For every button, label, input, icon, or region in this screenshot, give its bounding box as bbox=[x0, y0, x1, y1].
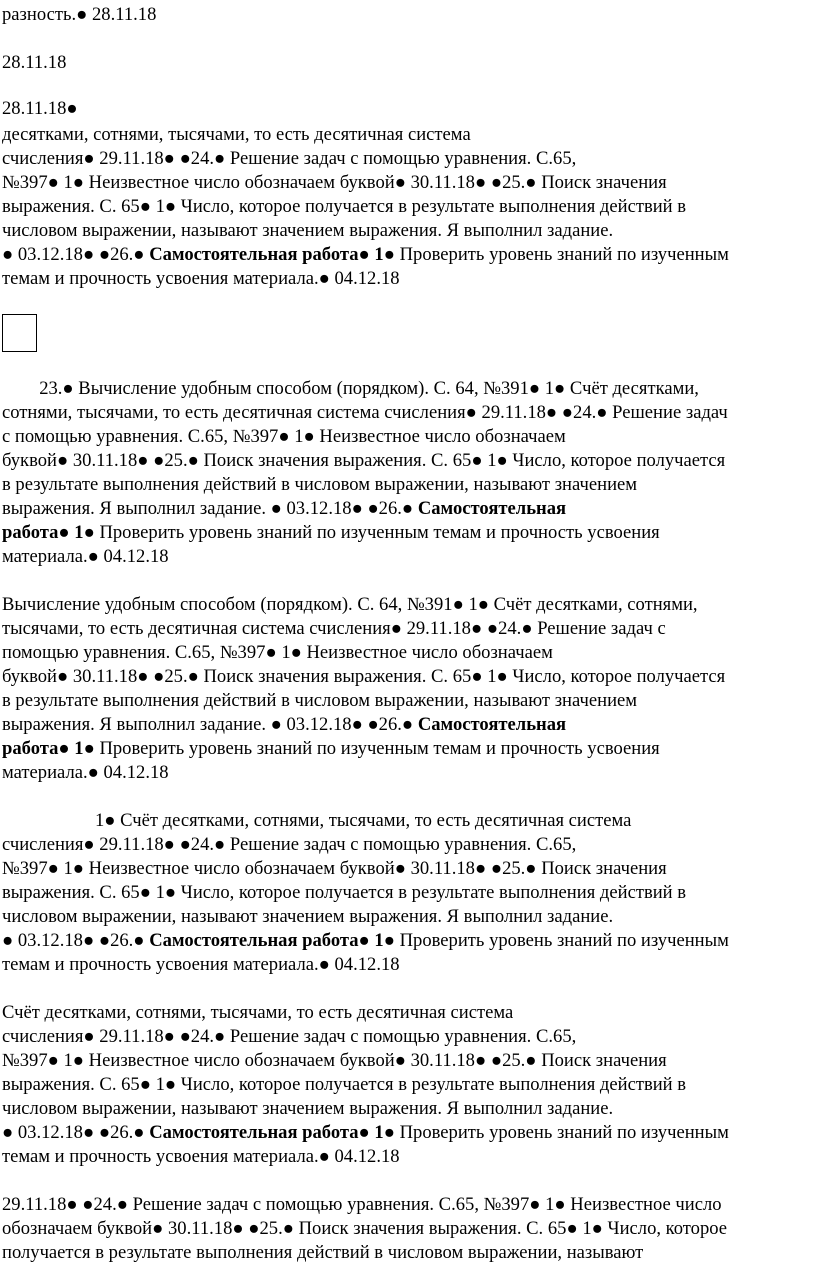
text-line bbox=[2, 1052, 667, 1071]
bold-text-segment: работа● 1● bbox=[2, 522, 95, 543]
text-segment: выражения. С. 65● 1● Число, которое получается в результате выполнения действий в bbox=[2, 196, 687, 217]
text-line bbox=[2, 716, 566, 735]
text-line bbox=[2, 174, 667, 193]
text-line bbox=[2, 1100, 613, 1119]
text-line bbox=[2, 668, 725, 687]
text-segment: №397● 1● Неизвестное число обозначаем буквой● 30.11.18● ●25.● Поиск значения bbox=[2, 1050, 667, 1071]
text-line bbox=[2, 932, 729, 951]
text-line bbox=[2, 126, 471, 145]
text-line bbox=[2, 836, 576, 855]
text-segment: с помощью уравнения. С.65, №397● 1● Неизвестное число обозначаем bbox=[2, 426, 566, 447]
text-line bbox=[2, 956, 400, 975]
bold-text-segment: Самостоятельная bbox=[417, 714, 567, 735]
text-segment: счисления● 29.11.18● ●24.● Решение задач с помощью уравнения. С.65, bbox=[2, 834, 577, 855]
text-line bbox=[2, 222, 613, 241]
text-segment: помощью уравнения. С.65, №397● 1● Неизвестное число обозначаем bbox=[2, 642, 553, 663]
text-line bbox=[2, 476, 637, 495]
text-segment: 28.11.18 bbox=[2, 52, 67, 73]
text-line bbox=[2, 740, 660, 759]
bold-text-segment: Самостоятельная bbox=[417, 498, 567, 519]
text-line bbox=[2, 1244, 643, 1263]
text-segment: получается в результате выполнения действий в числовом выражении, называют bbox=[2, 1242, 644, 1263]
text-segment: №397● 1● Неизвестное число обозначаем буквой● 30.11.18● ●25.● Поиск значения bbox=[2, 172, 667, 193]
empty-checkbox-icon bbox=[2, 314, 37, 352]
text-segment: выражения. Я выполнил задание. ● 03.12.18● ●26.● bbox=[2, 714, 418, 735]
text-line bbox=[2, 452, 725, 471]
text-line bbox=[2, 884, 686, 903]
text-line bbox=[2, 1028, 576, 1047]
bold-text-segment: Самостоятельная работа● 1● bbox=[149, 930, 395, 951]
text-line bbox=[2, 150, 576, 169]
text-segment: ● 03.12.18● ●26.● bbox=[2, 1122, 150, 1143]
text-segment: разность.● 28.11.18 bbox=[2, 4, 157, 25]
text-segment: счисления● 29.11.18● ●24.● Решение задач с помощью уравнения. С.65, bbox=[2, 1026, 577, 1047]
text-segment: Вычисление удобным способом (порядком). С. 64, №391● 1● Счёт десятками, сотнями, bbox=[2, 594, 698, 615]
text-line bbox=[2, 246, 729, 265]
text-line bbox=[2, 908, 613, 927]
text-line bbox=[2, 1076, 686, 1095]
text-segment: 23.● Вычисление удобным способом (порядком). С. 64, №391● 1● Счёт десятками, bbox=[2, 378, 699, 399]
text-line bbox=[2, 6, 156, 25]
text-segment: выражения. Я выполнил задание. ● 03.12.18● ●26.● bbox=[2, 498, 418, 519]
text-segment: материала.● 04.12.18 bbox=[2, 762, 169, 783]
text-segment: 1● Счёт десятками, сотнями, тысячами, то есть десятичная система bbox=[2, 810, 632, 831]
text-line bbox=[2, 54, 66, 73]
text-segment: темам и прочность усвоения материала.● 04.12.18 bbox=[2, 954, 400, 975]
text-segment: темам и прочность усвоения материала.● 04.12.18 bbox=[2, 268, 400, 289]
text-segment: буквой● 30.11.18● ●25.● Поиск значения выражения. С. 65● 1● Число, которое получается bbox=[2, 450, 726, 471]
text-line bbox=[2, 1220, 727, 1239]
text-segment: 28.11.18● bbox=[2, 98, 78, 119]
bold-text-segment: Самостоятельная работа● 1● bbox=[149, 244, 395, 265]
text-line bbox=[2, 860, 667, 879]
text-line bbox=[2, 524, 660, 543]
text-line bbox=[2, 1196, 722, 1215]
text-line bbox=[2, 1124, 729, 1143]
text-segment: Проверить уровень знаний по изученным темам и прочность усвоения bbox=[94, 738, 660, 759]
text-line bbox=[2, 548, 169, 567]
text-line bbox=[2, 100, 78, 119]
text-line bbox=[2, 500, 566, 519]
text-segment: 29.11.18● ●24.● Решение задач с помощью уравнения. С.65, №397● 1● Неизвестное число bbox=[2, 1194, 722, 1215]
text-line bbox=[2, 596, 698, 615]
text-segment: в результате выполнения действий в числовом выражении, называют значением bbox=[2, 690, 638, 711]
text-segment: числовом выражении, называют значением выражения. Я выполнил задание. bbox=[2, 906, 614, 927]
text-segment: числовом выражении, называют значением выражения. Я выполнил задание. bbox=[2, 220, 614, 241]
text-line bbox=[2, 812, 631, 831]
text-segment: буквой● 30.11.18● ●25.● Поиск значения выражения. С. 65● 1● Число, которое получается bbox=[2, 666, 726, 687]
text-segment: темам и прочность усвоения материала.● 04.12.18 bbox=[2, 1146, 400, 1167]
text-line bbox=[2, 198, 686, 217]
text-segment: ● 03.12.18● ●26.● bbox=[2, 244, 150, 265]
text-segment: ● 03.12.18● ●26.● bbox=[2, 930, 150, 951]
bold-text-segment: Самостоятельная работа● 1● bbox=[149, 1122, 395, 1143]
text-segment: числовом выражении, называют значением выражения. Я выполнил задание. bbox=[2, 1098, 614, 1119]
text-segment: Проверить уровень знаний по изученным темам и прочность усвоения bbox=[94, 522, 660, 543]
text-segment: выражения. С. 65● 1● Число, которое получается в результате выполнения действий в bbox=[2, 882, 687, 903]
text-segment: Проверить уровень знаний по изученным bbox=[394, 930, 729, 951]
text-segment: обозначаем буквой● 30.11.18● ●25.● Поиск значения выражения. С. 65● 1● Число, которое bbox=[2, 1218, 728, 1239]
text-segment: Проверить уровень знаний по изученным bbox=[394, 1122, 729, 1143]
text-segment: в результате выполнения действий в числовом выражении, называют значением bbox=[2, 474, 638, 495]
text-line bbox=[2, 404, 728, 423]
text-segment: материала.● 04.12.18 bbox=[2, 546, 169, 567]
text-segment: Счёт десятками, сотнями, тысячами, то есть десятичная система bbox=[2, 1002, 514, 1023]
text-segment: десятками, сотнями, тысячами, то есть десятичная система bbox=[2, 124, 471, 145]
text-segment: счисления● 29.11.18● ●24.● Решение задач с помощью уравнения. С.65, bbox=[2, 148, 577, 169]
text-segment: №397● 1● Неизвестное число обозначаем буквой● 30.11.18● ●25.● Поиск значения bbox=[2, 858, 667, 879]
text-line bbox=[2, 270, 400, 289]
text-line bbox=[2, 620, 666, 639]
text-line bbox=[2, 428, 566, 447]
text-segment: Проверить уровень знаний по изученным bbox=[394, 244, 729, 265]
bold-text-segment: работа● 1● bbox=[2, 738, 95, 759]
text-segment: сотнями, тысячами, то есть десятичная система счисления● 29.11.18● ●24.● Решение задач bbox=[2, 402, 728, 423]
text-line bbox=[2, 764, 169, 783]
text-line bbox=[2, 692, 637, 711]
text-segment: выражения. С. 65● 1● Число, которое получается в результате выполнения действий в bbox=[2, 1074, 687, 1095]
text-line bbox=[2, 644, 553, 663]
text-line bbox=[2, 380, 699, 399]
text-line bbox=[2, 1148, 400, 1167]
text-segment: тысячами, то есть десятичная система счисления● 29.11.18● ●24.● Решение задач с bbox=[2, 618, 666, 639]
text-line bbox=[2, 1004, 513, 1023]
